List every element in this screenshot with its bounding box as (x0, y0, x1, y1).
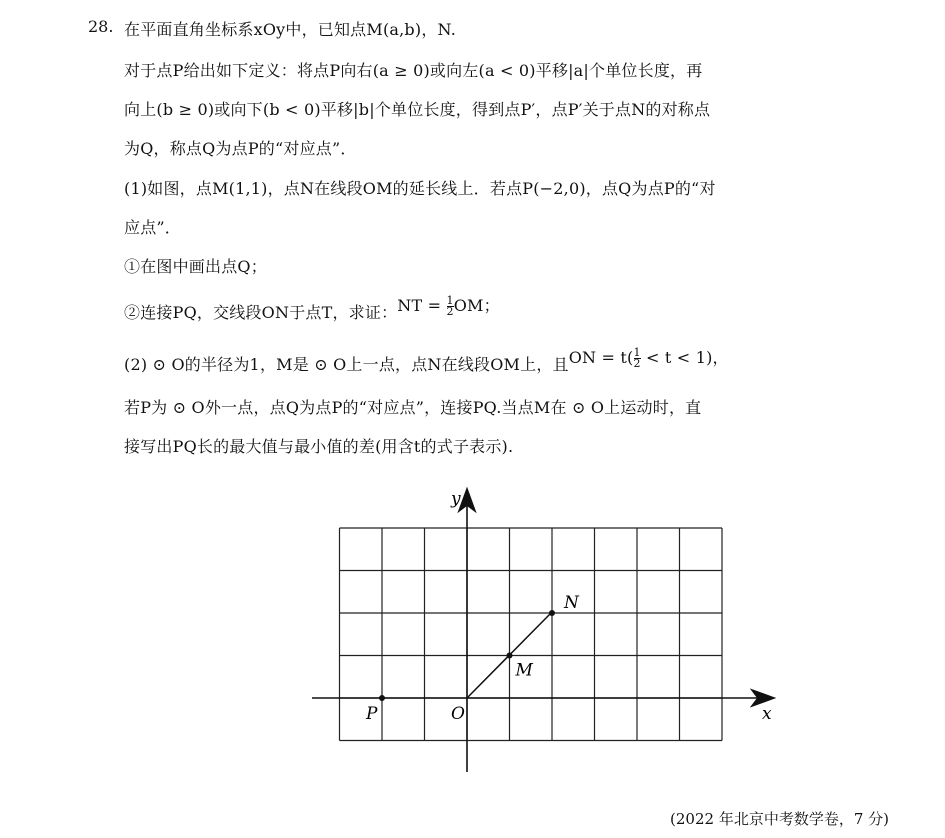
fraction-numerator: 1 (633, 346, 641, 359)
line-8-eq-left: NT = (397, 296, 447, 315)
problem-line-10: 若P为 ⊙ O外一点，点Q为点P的“对应点”，连接PQ.当点M在 ⊙ O上运动时，直 (124, 398, 702, 417)
fraction-denominator: 2 (446, 305, 454, 318)
fraction-denominator: 2 (633, 357, 641, 370)
line-8-text: ②连接PQ，交线段ON于点T，求证： (124, 303, 398, 322)
origin-label: O (451, 704, 465, 724)
point-label-M: M (515, 660, 533, 681)
problem-line-11: 接写出PQ长的最大值与最小值的差(用含t的式子表示). (124, 437, 514, 456)
source-citation: (2022 年北京中考数学卷，7 分) (670, 810, 889, 828)
problem-line-2: 对于点P给出如下定义：将点P向右(a ≥ 0)或向左(a < 0)平移|a|个单位长度，再 (124, 61, 703, 80)
point-N (549, 610, 555, 616)
line-9-eq-left: ON = t( (568, 348, 634, 367)
problem-line-1: 在平面直角坐标系xOy中，已知点M(a,b)，N. (124, 20, 456, 39)
point-M (507, 653, 513, 659)
axes (312, 489, 774, 772)
problem-line-4: 为Q，称点Q为点P的“对应点”． (124, 139, 357, 158)
problem-line-7: ①在图中画出点Q； (124, 257, 267, 276)
problem-line-3: 向上(b ≥ 0)或向下(b < 0)平移|b|个单位长度，得到点P′，点P′关于点N的对称点 (124, 100, 711, 119)
problem-line-6: 应点”． (124, 218, 181, 237)
problem-line-5: (1)如图，点M(1,1)，点N在线段OM的延长线上．若点P(−2,0)，点Q为点P的“对 (124, 179, 716, 198)
point-label-P: P (366, 704, 378, 724)
point-label-N: N (564, 593, 579, 613)
line-8-eq-right: OM； (453, 296, 500, 315)
line-9-eq-right: < t < 1)， (640, 348, 729, 367)
fraction-numerator: 1 (446, 294, 454, 307)
line-9-text: (2) ⊙ O的半径为1，M是 ⊙ O上一点，点N在线段OM上，且 (124, 355, 569, 374)
problem-number: 28. (88, 17, 114, 36)
point-P (379, 695, 385, 701)
y-axis-label: y (451, 489, 461, 509)
x-axis-label: x (762, 704, 772, 724)
